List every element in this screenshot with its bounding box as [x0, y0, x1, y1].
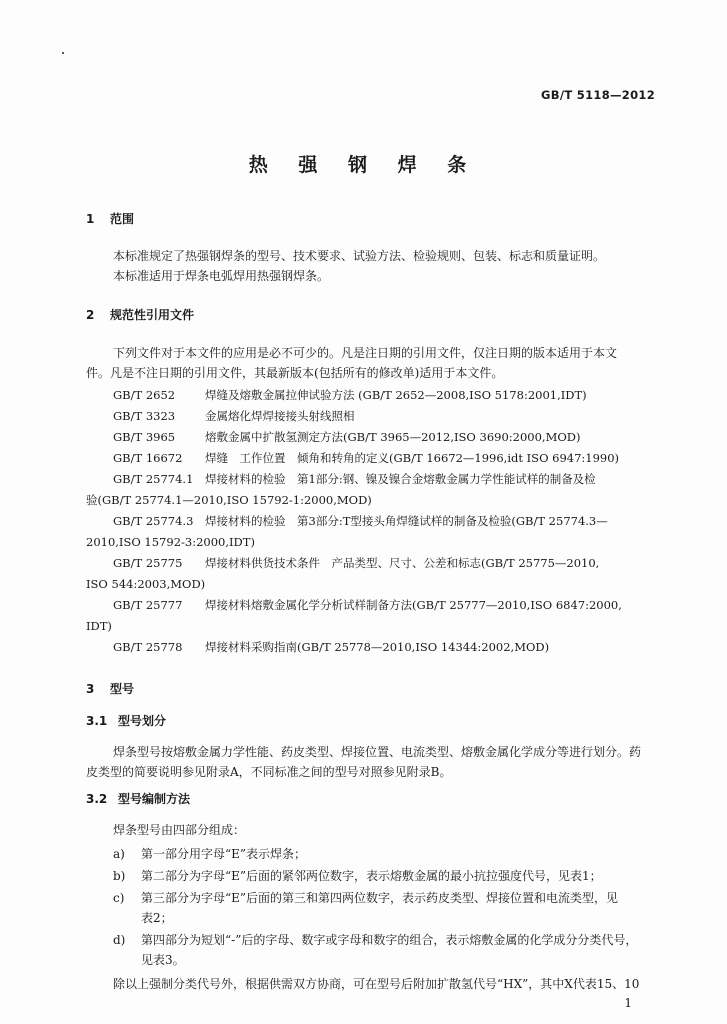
reference-item: [113, 469, 596, 490]
list-marker: a): [113, 847, 125, 861]
section-2-heading: [86, 306, 194, 323]
reference-item: [113, 511, 608, 532]
reference-item: [113, 637, 549, 658]
reference-item: [113, 553, 599, 574]
section-1-paragraph: 本标准规定了热强钢焊条的型号、技术要求、试验方法、检验规则、包装、标志和质量证明。: [113, 249, 606, 263]
list-marker: b): [113, 869, 126, 883]
reference-item: [113, 427, 581, 448]
scan-artifact: [62, 52, 64, 54]
subsection-number: 3.1: [86, 714, 108, 728]
list-text: 第一部分用字母“E”表示焊条；: [141, 847, 307, 861]
document-title: 热 强 钢 焊 条: [248, 154, 479, 176]
subsection-title: 型号编制方法: [118, 792, 191, 806]
reference-title: 焊接材料供货技术条件 产品类型、尺寸、公差和标志(GB/T 25775—2010,: [205, 556, 600, 570]
page-number: 1: [624, 996, 632, 1010]
reference-code: GB/T 25777: [113, 598, 183, 612]
reference-item: [113, 595, 622, 616]
subsection-3-1-paragraph: 焊条型号按熔敷金属力学性能、药皮类型、焊接位置、电流类型、熔敷金属化学成分等进行划分。药: [113, 745, 642, 759]
reference-title: 焊接材料采购指南(GB/T 25778—2010,ISO 14344:2002,MOD): [205, 640, 550, 654]
section-1-heading: [86, 210, 134, 227]
section-title: 规范性引用文件: [110, 308, 195, 322]
list-item: [113, 844, 306, 866]
reference-code: GB/T 25774.3: [113, 514, 194, 528]
section-number: 3: [86, 682, 95, 696]
list-continuation: 见表3。: [141, 953, 185, 967]
reference-continuation: ISO 544:2003,MOD): [86, 577, 206, 591]
reference-title: 焊接材料的检验 第1部分:钢、镍及镍合金熔敷金属力学性能试样的制备及检: [205, 472, 596, 486]
reference-code: GB/T 3323: [113, 409, 176, 423]
reference-title: 熔敷金属中扩散氢测定方法(GB/T 3965—2012,ISO 3690:2000,MOD): [205, 430, 581, 444]
reference-code: GB/T 16672: [113, 451, 183, 465]
list-text: 第三部分为字母“E”后面的第三和第四两位数字，表示药皮类型、焊接位置和电流类型，见: [141, 891, 619, 905]
subsection-title: 型号划分: [118, 714, 167, 728]
reference-code: GB/T 2652: [113, 388, 176, 402]
list-item: [113, 888, 618, 910]
section-2-intro: 件。凡是不注日期的引用文件，其最新版本(包括所有的修改单)适用于本文件。: [86, 366, 504, 380]
list-text: 第二部分为字母“E”后面的紧邻两位数字，表示熔敷金属的最小抗拉强度代号，见表1；: [141, 869, 602, 883]
reference-title: 金属熔化焊焊接接头射线照相: [205, 409, 355, 423]
section-number: 2: [86, 308, 95, 322]
reference-item: [113, 385, 587, 406]
reference-title: 焊缝 工作位置 倾角和转角的定义(GB/T 16672—1996,idt ISO 6947:1990): [205, 451, 620, 465]
reference-code: GB/T 25778: [113, 640, 183, 654]
subsection-3-2-intro: 焊条型号由四部分组成：: [113, 823, 246, 837]
reference-code: GB/T 25775: [113, 556, 183, 570]
reference-item: [113, 406, 355, 427]
reference-title: 焊缝及熔敷金属拉伸试验方法 (GB/T 2652—2008,ISO 5178:2001,IDT): [205, 388, 587, 402]
list-text: 第四部分为短划“-”后的字母、数字或字母和数字的组合，表示熔敷金属的化学成分分类代号，: [141, 933, 638, 947]
section-1-paragraph: 本标准适用于焊条电弧焊用热强钢焊条。: [113, 269, 330, 283]
reference-title: 焊接材料的检验 第3部分:T型接头角焊缝试样的制备及检验(GB/T 25774.3—: [205, 514, 608, 528]
reference-title: 焊接材料熔敷金属化学分析试样制备方法(GB/T 25777—2010,ISO 6847:2000,: [205, 598, 622, 612]
subsection-3-1-heading: [86, 712, 166, 729]
section-2-intro: 下列文件对于本文件的应用是必不可少的。凡是注日期的引用文件，仅注日期的版本适用于本文: [113, 346, 618, 360]
section-title: 范围: [110, 212, 135, 226]
section-number: 1: [86, 212, 95, 226]
reference-continuation: 2010,ISO 15792-3:2000,IDT): [86, 535, 255, 549]
section-title: 型号: [110, 682, 135, 696]
reference-code: GB/T 25774.1: [113, 472, 194, 486]
reference-item: [113, 448, 619, 469]
reference-code: GB/T 3965: [113, 430, 176, 444]
list-marker: d): [113, 933, 126, 947]
list-marker: c): [113, 891, 125, 905]
reference-continuation: IDT): [86, 619, 112, 633]
standard-code: GB/T 5118—2012: [541, 88, 655, 102]
list-continuation: 表2；: [141, 911, 173, 925]
subsection-3-2-closing: 除以上强制分类代号外，根据供需双方协商，可在型号后附加扩散氢代号“HX”，其中X代表15、10: [113, 977, 640, 991]
section-3-heading: [86, 680, 134, 697]
list-item: [113, 866, 602, 888]
list-item: [113, 930, 637, 952]
reference-continuation: 验(GB/T 25774.1—2010,ISO 15792-1:2000,MOD): [86, 493, 372, 507]
subsection-number: 3.2: [86, 792, 108, 806]
subsection-3-2-heading: [86, 790, 190, 807]
subsection-3-1-paragraph: 皮类型的简要说明参见附录A，不同标准之间的型号对照参见附录B。: [86, 765, 452, 779]
